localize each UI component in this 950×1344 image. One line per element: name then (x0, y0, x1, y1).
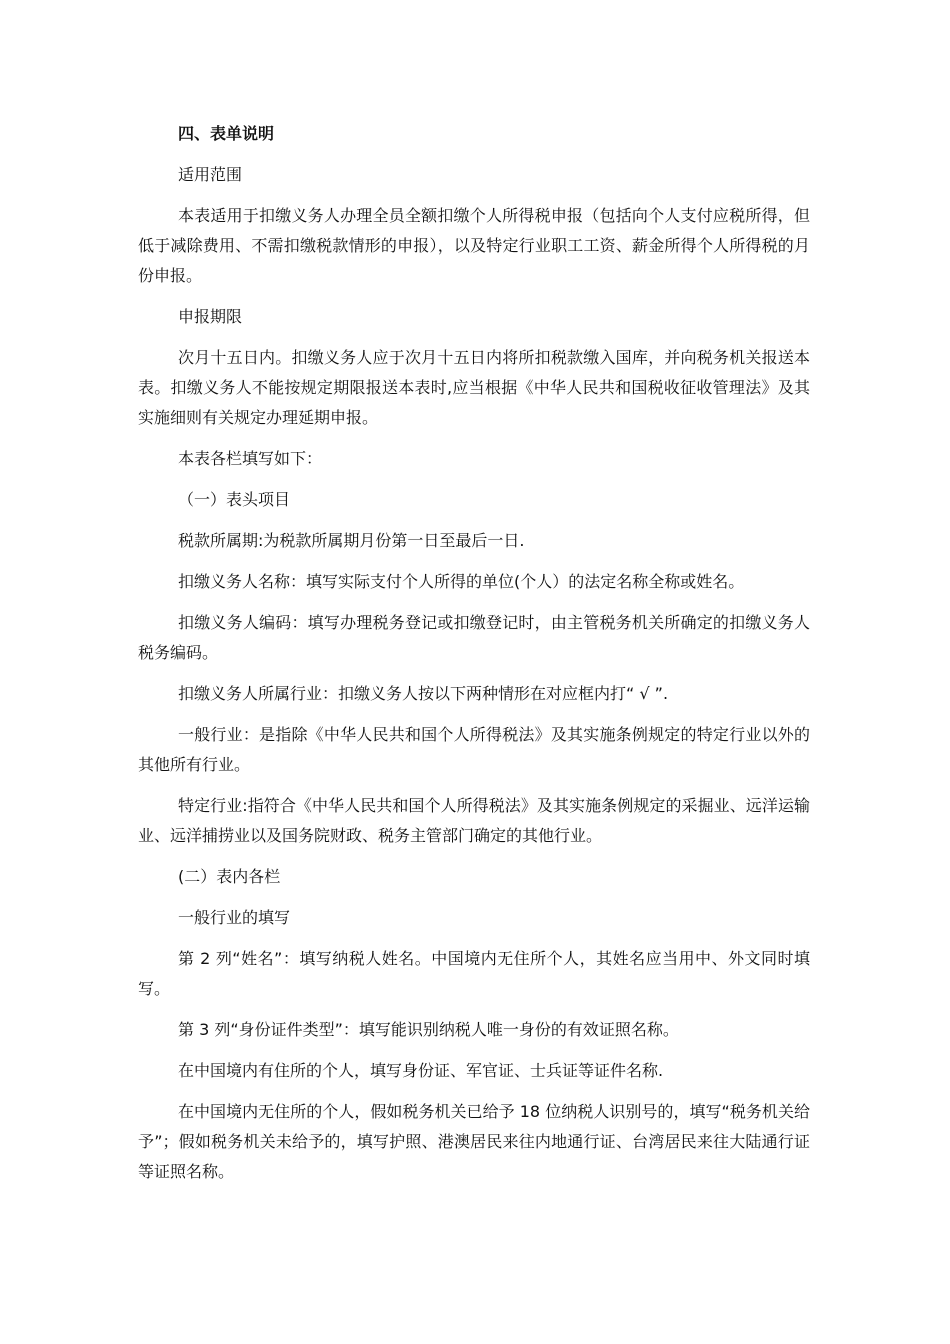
section-heading: 四、表单说明 (178, 124, 275, 143)
paragraph-column-3-id-type: 第 3 列“身份证件类型”：填写能识别纳税人唯一身份的有效证照名称。 (178, 1020, 679, 1039)
paragraph-withholder-name: 扣缴义务人名称：填写实际支付个人所得的单位(个人）的法定名称全称或姓名。 (178, 572, 745, 591)
paragraph-scope-body: 本表适用于扣缴义务人办理全员全额扣缴个人所得税申报（包括向个人支付应税所得，但低于减除费用、不需扣缴税款情形的申报），以及特定行业职工工资、薪金所得个人所得税的月份申报。 (138, 206, 810, 285)
document-body (138, 117, 810, 1187)
paragraph-table-columns-title: (二）表内各栏 (178, 867, 281, 886)
paragraph-non-resident: 在中国境内无住所的个人，假如税务机关已给予 18 位纳税人识别号的，填写“税务机关给予”；假如税务机关未给予的，填写护照、港澳居民来往内地通行证、台湾居民来往大陆通行证等证照名称。 (138, 1102, 810, 1181)
paragraph-column-2-name: 第 2 列“姓名”：填写纳税人姓名。中国境内无住所个人，其姓名应当用中、外文同时填写。 (138, 949, 810, 998)
paragraph-deadline-title: 申报期限 (178, 307, 243, 326)
paragraph-fill-intro: 本表各栏填写如下： (178, 449, 323, 468)
paragraph-scope-title: 适用范围 (178, 165, 243, 184)
paragraph-general-industry: 一般行业：是指除《中华人民共和国个人所得税法》及其实施条例规定的特定行业以外的其他所有行业。 (138, 725, 810, 774)
paragraph-withholder-code: 扣缴义务人编码：填写办理税务登记或扣缴登记时，由主管税务机关所确定的扣缴义务人税务编码。 (138, 613, 810, 662)
paragraph-tax-period: 税款所属期:为税款所属期月份第一日至最后一日. (178, 531, 525, 550)
paragraph-deadline-body: 次月十五日内。扣缴义务人应于次月十五日内将所扣税款缴入国库，并向税务机关报送本表。扣缴义务人不能按规定期限报送本表时,应当根据《中华人民共和国税收征收管理法》及其实施细则有关规定办理延期申报。 (138, 348, 810, 427)
paragraph-withholder-industry: 扣缴义务人所属行业：扣缴义务人按以下两种情形在对应框内打“ √ ”. (178, 684, 669, 703)
paragraph-general-fill-title: 一般行业的填写 (178, 908, 291, 927)
paragraph-specific-industry: 特定行业:指符合《中华人民共和国个人所得税法》及其实施条例规定的采掘业、远洋运输业、远洋捕捞业以及国务院财政、税务主管部门确定的其他行业。 (138, 796, 810, 845)
paragraph-header-items-title: （一）表头项目 (178, 490, 291, 509)
paragraph-domestic-resident: 在中国境内有住所的个人，填写身份证、军官证、士兵证等证件名称. (178, 1061, 664, 1080)
